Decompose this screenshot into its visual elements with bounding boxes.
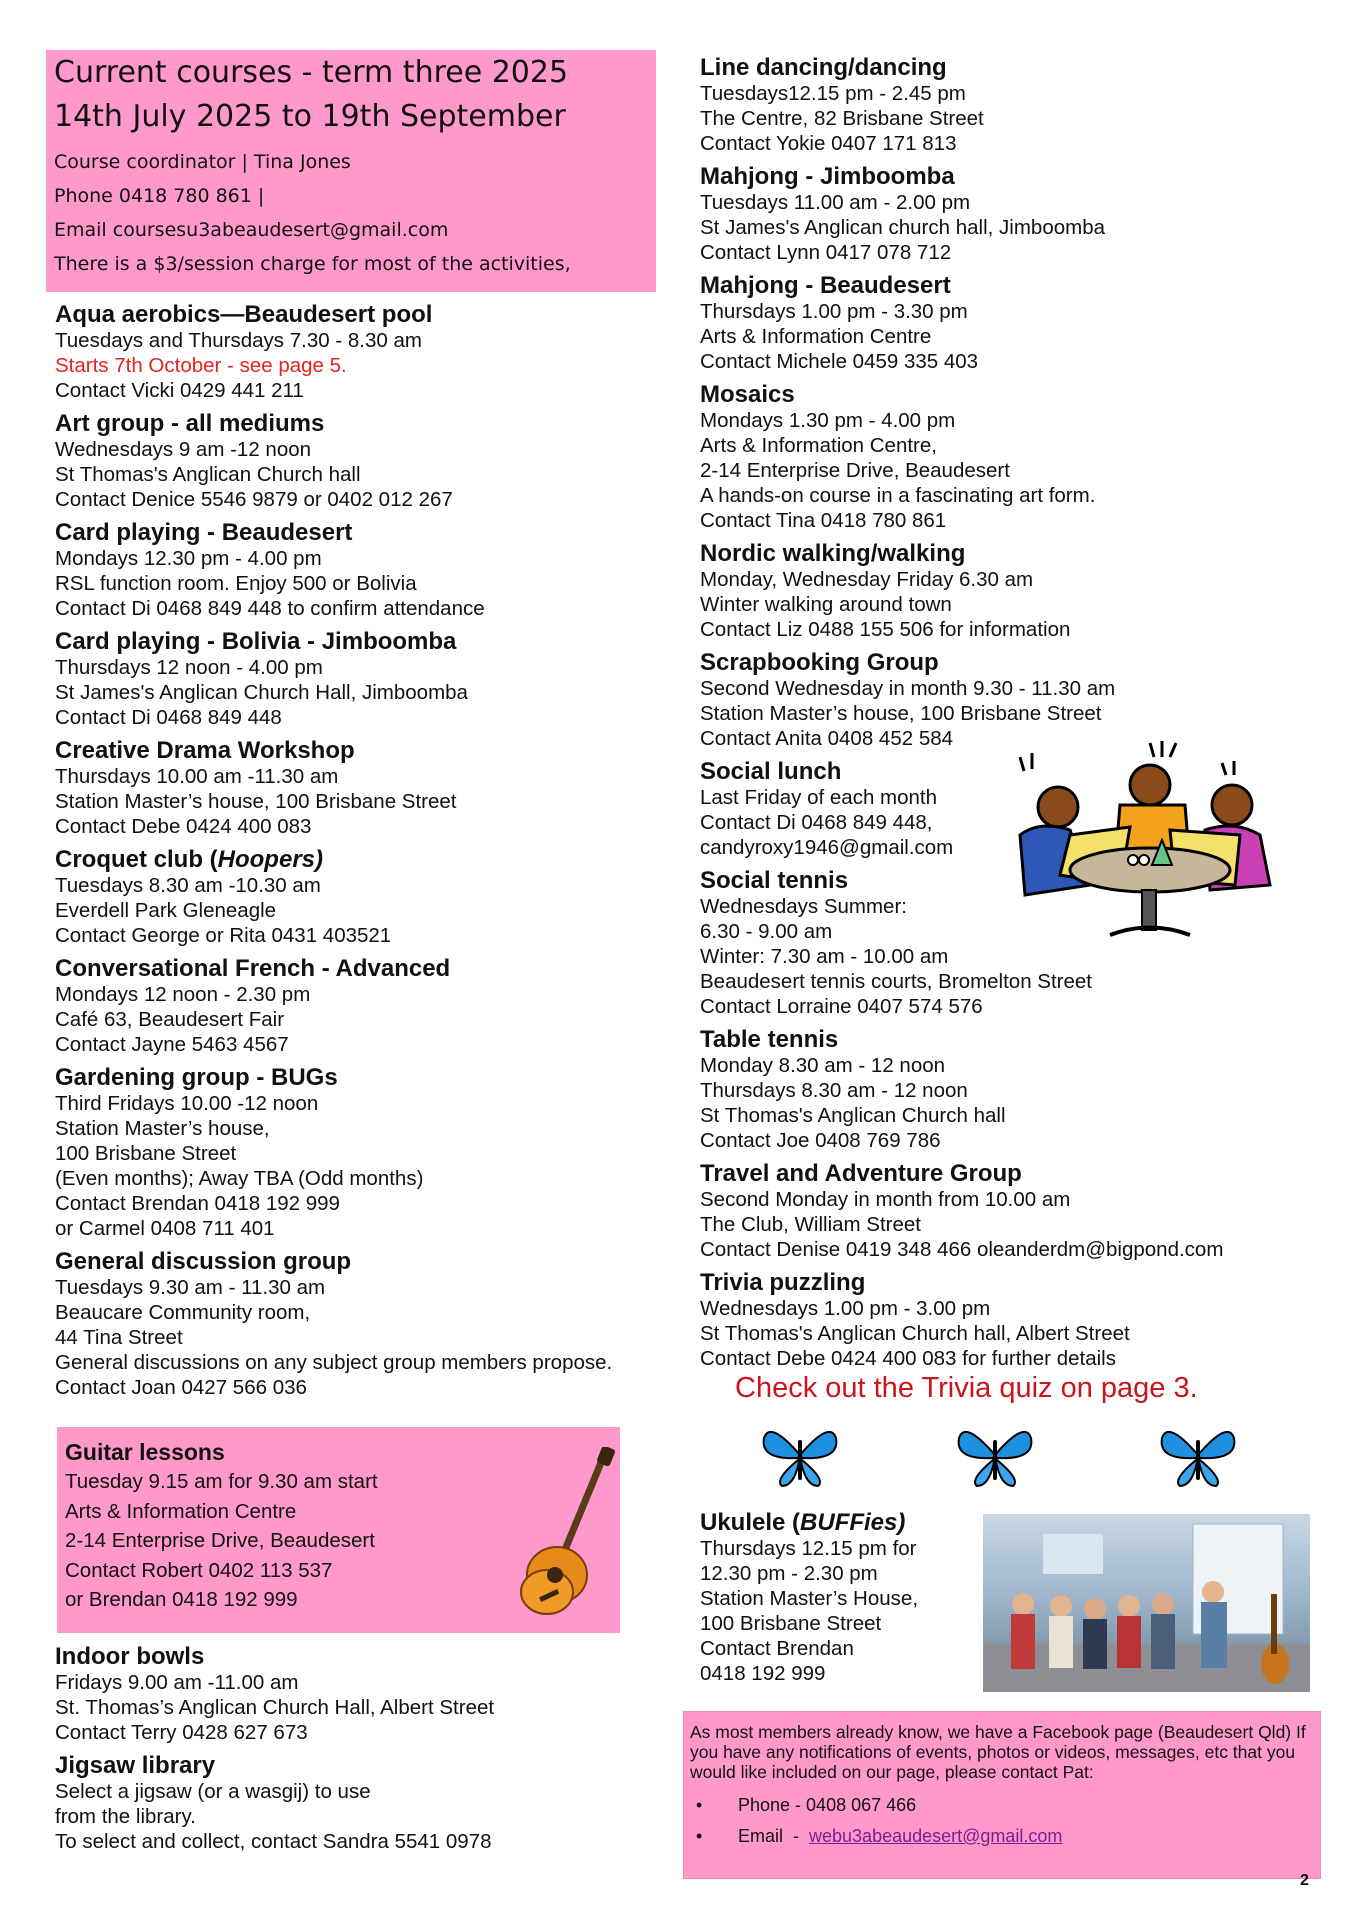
course-title-italic: BUFFies)	[800, 1509, 906, 1536]
course-title: Scrapbooking Group	[700, 649, 939, 676]
course-contact: Contact Liz 0488 155 506 for information	[700, 618, 1071, 641]
course-line: RSL function room. Enjoy 500 or Bolivia	[55, 572, 417, 595]
course-line: St Thomas's Anglican Church hall, Albert Street	[700, 1322, 1130, 1345]
coordinator: Course coordinator | Tina Jones	[54, 151, 351, 173]
course-line: St James's Anglican Church Hall, Jimboomba	[55, 681, 468, 704]
course-line: Thursdays 10.00 am -11.30 am	[55, 765, 339, 788]
course-line: Second Monday in month from 10.00 am	[700, 1188, 1071, 1211]
course-contact: or Brendan 0418 192 999	[65, 1588, 298, 1611]
course-line: Tuesdays 9.30 am - 11.30 am	[55, 1276, 326, 1299]
course-line: Thursdays 12.15 pm for	[700, 1537, 917, 1560]
course-line: A hands-on course in a fascinating art form.	[700, 484, 1096, 507]
course-line: Monday 8.30 am - 12 noon	[700, 1054, 946, 1077]
course-line: 6.30 - 9.00 am	[700, 920, 833, 943]
course-contact: Contact Denice 5546 9879 or 0402 012 267	[55, 488, 453, 511]
course-line: 100 Brisbane Street	[700, 1612, 882, 1635]
course-line: Mondays 12.30 pm - 4.00 pm	[55, 547, 322, 570]
course-contact: Contact Yokie 0407 171 813	[700, 132, 957, 155]
course-art-group	[55, 411, 453, 512]
term-dates: 14th July 2025 to 19th September	[54, 99, 566, 134]
course-line: Tuesdays 8.30 am -10.30 am	[55, 874, 321, 897]
course-contact: Contact Terry 0428 627 673	[55, 1721, 308, 1744]
course-social-tennis	[700, 868, 1092, 1019]
course-contact: To select and collect, contact Sandra 5541 0978	[55, 1830, 492, 1853]
course-line: Tuesdays and Thursdays 7.30 - 8.30 am	[55, 329, 422, 352]
course-line: Station Master’s House,	[700, 1587, 919, 1610]
coordinator-phone: Phone 0418 780 861 |	[54, 185, 265, 207]
bullet-icon: •	[696, 1795, 703, 1815]
course-table-tennis	[700, 1027, 1006, 1153]
course-contact: Contact Denise 0419 348 466 oleanderdm@bigpond.com	[700, 1238, 1224, 1261]
course-title: Jigsaw library	[55, 1752, 216, 1779]
course-line: Tuesdays12.15 pm - 2.45 pm	[700, 82, 966, 105]
contact-list	[690, 1790, 1312, 1852]
contact-email-label: Email -	[738, 1826, 810, 1846]
course-line: Mondays 1.30 pm - 4.00 pm	[700, 409, 956, 432]
course-line: Tuesdays 11.00 am - 2.00 pm	[700, 191, 971, 214]
contact-phone: Phone - 0408 067 466	[738, 1795, 917, 1815]
course-line: Beaucare Community room,	[55, 1301, 311, 1324]
course-title: General discussion group	[55, 1248, 352, 1275]
course-line: St. Thomas’s Anglican Church Hall, Albert Street	[55, 1696, 495, 1719]
header-box	[46, 50, 656, 292]
course-title: Social lunch	[700, 758, 842, 785]
course-contact: Contact Jayne 5463 4567	[55, 1033, 289, 1056]
course-aqua-aerobics	[55, 302, 432, 403]
facebook-notice-text: As most members already know, we have a Facebook page (Beaudesert Qld) If you have any notifications of events, photos or videos, messages, etc that you would like included on our page, please contact Pat:	[690, 1722, 1306, 1782]
course-title: Line dancing/dancing	[700, 54, 947, 81]
course-line: from the library.	[55, 1805, 196, 1828]
course-contact: or Carmel 0408 711 401	[55, 1217, 275, 1240]
page-number: 2	[1300, 1872, 1309, 1889]
term-title: Current courses - term three 2025	[54, 55, 569, 90]
course-contact: Contact Debe 0424 400 083	[55, 815, 312, 838]
course-line: Wednesdays Summer:	[700, 895, 907, 918]
course-title: Art group - all mediums	[55, 410, 325, 437]
course-contact: Contact Di 0468 849 448 to confirm attendance	[55, 597, 485, 620]
course-line: Winter: 7.30 am - 10.00 am	[700, 945, 949, 968]
guitar-icon	[517, 1447, 617, 1617]
course-title	[55, 847, 391, 873]
course-line: Station Master’s house, 100 Brisbane Street	[55, 790, 457, 813]
course-title-italic: Hoopers)	[217, 846, 323, 873]
course-mahjong-jimboomba	[700, 164, 1105, 265]
course-contact: Contact Debe 0424 400 083 for further details	[700, 1347, 1116, 1370]
course-title: Nordic walking/walking	[700, 540, 966, 567]
course-contact: candyroxy1946@gmail.com	[700, 836, 954, 859]
course-line: 2-14 Enterprise Drive, Beaudesert	[65, 1529, 375, 1552]
course-card-playing-jimboomba	[55, 629, 468, 730]
course-line: Select a jigsaw (or a wasgij) to use	[55, 1780, 371, 1803]
coordinator-email: Email coursesu3abeaudesert@gmail.com	[54, 219, 449, 241]
course-line: Mondays 12 noon - 2.30 pm	[55, 983, 311, 1006]
course-title-main: Croquet club (	[55, 846, 218, 873]
course-line: Fridays 9.00 am -11.00 am	[55, 1671, 299, 1694]
ukulele-group-photo	[983, 1514, 1310, 1692]
course-line: Wednesdays 9 am -12 noon	[55, 438, 312, 461]
course-mosaics	[700, 382, 1095, 533]
course-line: The Club, William Street	[700, 1213, 922, 1236]
course-title	[700, 1510, 918, 1536]
course-title: Card playing - Bolivia - Jimboomba	[55, 628, 457, 655]
course-line: Arts & Information Centre	[700, 325, 932, 348]
course-note: Starts 7th October - see page 5.	[55, 354, 347, 377]
course-title: Travel and Adventure Group	[700, 1160, 1022, 1187]
course-line: 2-14 Enterprise Drive, Beaudesert	[700, 459, 1010, 482]
course-contact: Contact Robert 0402 113 537	[65, 1558, 333, 1582]
course-line: Third Fridays 10.00 -12 noon	[55, 1092, 319, 1115]
course-line: Arts & Information Centre	[65, 1499, 297, 1523]
course-contact: Contact Lorraine 0407 574 576	[700, 995, 983, 1018]
course-title: Social tennis	[700, 867, 849, 894]
course-line: Thursdays 8.30 am - 12 noon	[700, 1079, 968, 1102]
course-travel-adventure	[700, 1161, 1223, 1262]
course-croquet-club	[55, 847, 391, 948]
course-contact: Contact Brendan 0418 192 999	[55, 1192, 340, 1215]
course-gardening-group	[55, 1065, 423, 1241]
course-trivia-puzzling	[700, 1270, 1130, 1371]
course-line: (Even months); Away TBA (Odd months)	[55, 1167, 424, 1190]
course-line: St Thomas's Anglican Church hall	[700, 1104, 1006, 1127]
course-title: Guitar lessons	[65, 1439, 225, 1465]
course-title: Mosaics	[700, 381, 795, 408]
course-title: Aqua aerobics—Beaudesert pool	[55, 301, 433, 328]
course-title: Mahjong - Jimboomba	[700, 163, 955, 190]
course-line: Monday, Wednesday Friday 6.30 am	[700, 568, 1034, 591]
course-card-playing-beaudesert	[55, 520, 485, 621]
course-ukulele	[700, 1510, 918, 1686]
course-title-main: Ukulele (	[700, 1509, 801, 1536]
trivia-quiz-note: Check out the Trivia quiz on page 3.	[735, 1372, 1198, 1404]
course-title: Gardening group - BUGs	[55, 1064, 338, 1091]
guitar-lessons-box	[57, 1427, 620, 1633]
course-line: Everdell Park Gleneagle	[55, 899, 277, 922]
course-line: 12.30 pm - 2.30 pm	[700, 1562, 878, 1585]
butterfly-icon	[1158, 1420, 1238, 1490]
course-line: Wednesdays 1.00 pm - 3.00 pm	[700, 1297, 991, 1320]
course-line: St James's Anglican church hall, Jimboomba	[700, 216, 1105, 239]
course-line: Thursdays 12 noon - 4.00 pm	[55, 656, 323, 679]
contact-email-link[interactable]: webu3abeaudesert@gmail.com	[809, 1826, 1063, 1846]
course-contact: Contact Lynn 0417 078 712	[700, 241, 952, 264]
course-line: Station Master’s house, 100 Brisbane Street	[700, 702, 1102, 725]
course-line: 100 Brisbane Street	[55, 1142, 237, 1165]
course-line: Second Wednesday in month 9.30 - 11.30 am	[700, 677, 1116, 700]
course-title: Table tennis	[700, 1026, 839, 1053]
course-title: Conversational French - Advanced	[55, 955, 451, 982]
course-nordic-walking	[700, 541, 1070, 642]
course-contact: Contact George or Rita 0431 403521	[55, 924, 392, 947]
course-line: Thursdays 1.00 pm - 3.30 pm	[700, 300, 968, 323]
course-title: Card playing - Beaudesert	[55, 519, 353, 546]
course-title: Trivia puzzling	[700, 1269, 866, 1296]
bullet-icon: •	[696, 1826, 703, 1846]
course-contact: Contact Tina 0418 780 861	[700, 509, 947, 532]
course-line: General discussions on any subject group members propose.	[55, 1351, 613, 1374]
facebook-notice-box	[683, 1711, 1321, 1879]
course-contact: Contact Michele 0459 335 403	[700, 350, 979, 373]
course-line: The Centre, 82 Brisbane Street	[700, 107, 984, 130]
course-contact: Contact Brendan	[700, 1637, 854, 1660]
list-item	[690, 1790, 1312, 1821]
course-line: Station Master’s house,	[55, 1117, 270, 1140]
session-charge: There is a $3/session charge for most of the activities,	[54, 253, 571, 275]
course-title: Indoor bowls	[55, 1643, 205, 1670]
course-contact: Contact Joe 0408 769 786	[700, 1129, 941, 1152]
course-contact: Contact Anita 0408 452 584	[700, 727, 954, 750]
list-item	[690, 1821, 1312, 1852]
course-line: Café 63, Beaudesert Fair	[55, 1008, 285, 1031]
course-social-lunch	[700, 759, 953, 860]
course-creative-drama	[55, 738, 457, 839]
butterfly-icon	[955, 1420, 1035, 1490]
course-line-dancing	[700, 55, 984, 156]
course-line: Winter walking around town	[700, 593, 952, 616]
course-title: Creative Drama Workshop	[55, 737, 355, 764]
course-line: St Thomas's Anglican Church hall	[55, 463, 361, 486]
course-title: Mahjong - Beaudesert	[700, 272, 951, 299]
course-conversational-french	[55, 956, 450, 1057]
course-indoor-bowls	[55, 1644, 494, 1745]
course-contact: Contact Joan 0427 566 036	[55, 1376, 307, 1399]
course-line: Beaudesert tennis courts, Bromelton Street	[700, 970, 1092, 993]
butterfly-icon	[760, 1420, 840, 1490]
course-contact: Contact Vicki 0429 441 211	[55, 379, 304, 402]
photo-shapes	[983, 1514, 1310, 1692]
course-contact: Contact Di 0468 849 448	[55, 706, 282, 729]
course-line: Last Friday of each month	[700, 786, 938, 809]
course-mahjong-beaudesert	[700, 273, 978, 374]
course-line: Arts & Information Centre,	[700, 434, 937, 457]
course-contact: 0418 192 999	[700, 1662, 826, 1685]
course-contact: Contact Di 0468 849 448,	[700, 811, 933, 834]
course-jigsaw-library	[55, 1753, 492, 1854]
course-line: 44 Tina Street	[55, 1326, 183, 1349]
course-line: Tuesday 9.15 am for 9.30 am start	[65, 1470, 378, 1493]
course-general-discussion	[55, 1249, 612, 1400]
